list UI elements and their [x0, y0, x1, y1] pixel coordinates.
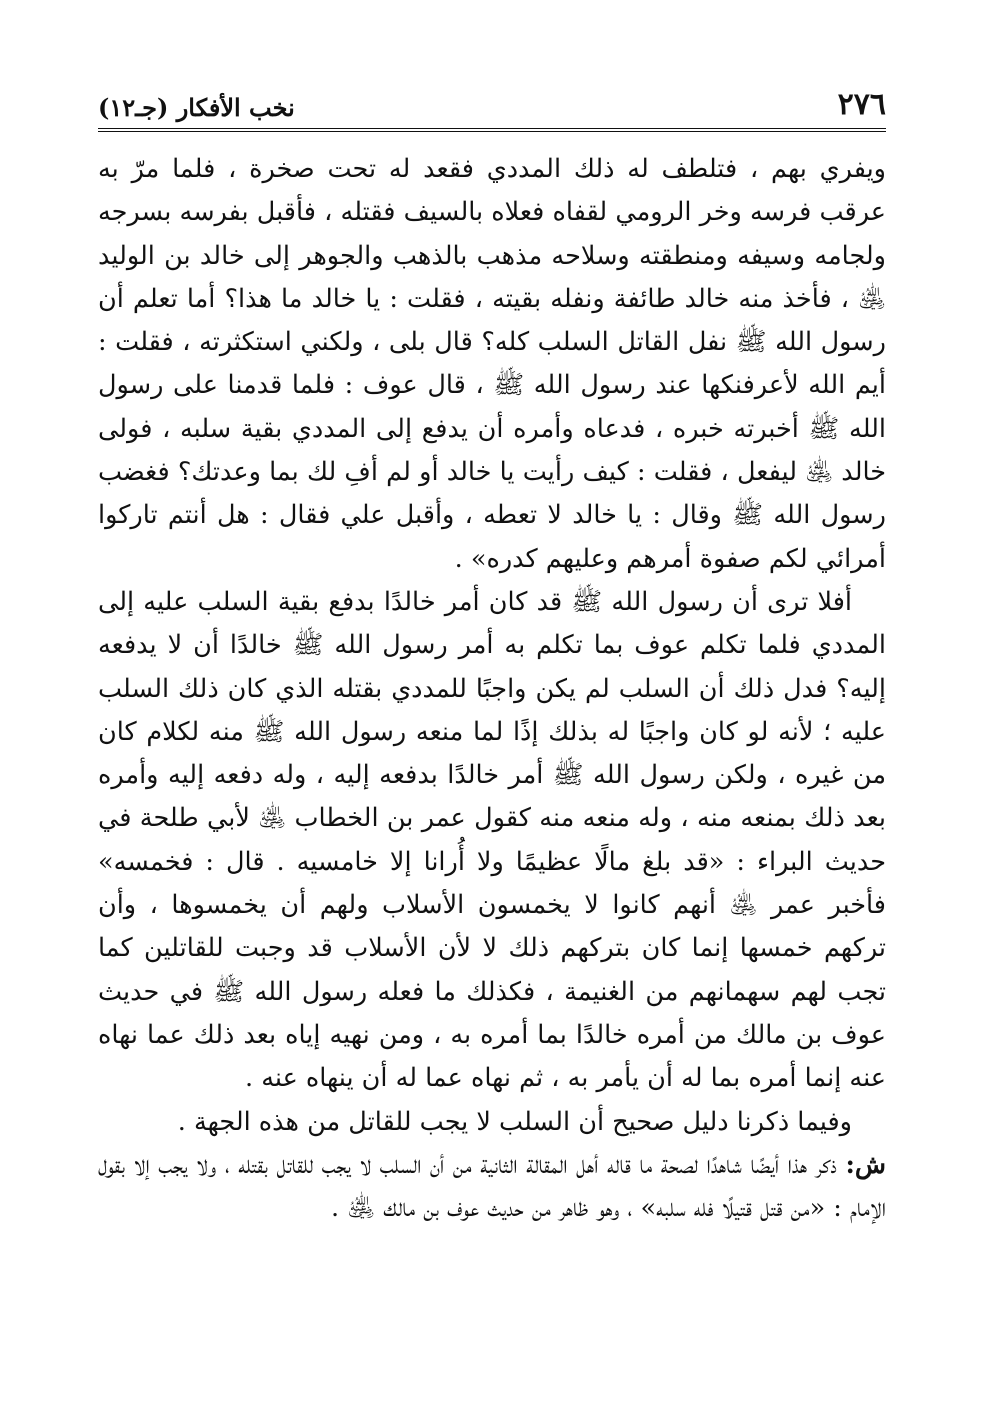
- paragraph-conclusion: وفيما ذكرنا دليل صحيح أن السلب لا يجب للقاتل من هذه الجهة .: [177, 1106, 852, 1137]
- running-header: [98, 87, 886, 132]
- sharh-marker: ش:: [845, 1149, 886, 1180]
- paragraph-commentary: أفلا ترى أن رسول الله ﷺ قد كان أمر خالدًا بدفع بقية السلب عليه إلى المددي فلما تكلم عوف بما تكلم به أمر رسول الله ﷺ خالدًا أن لا يدفعه إليه؟ فدل ذلك أن السلب لم يكن واجبًا للمددي بقتله الذي كان ذلك السلب عليه ؛ لأنه لو كان واجبًا له بذلك إذًا لما منعه رسول الله ﷺ منه لكلام كان من غيره ، ولكن رسول الله ﷺ أمر خالدًا بدفعه إليه ، وله دفعه إليه وأمره بعد ذلك بمنعه منه ، وله منعه منه كقول عمر بن الخطاب ﵁ لأبي طلحة في حديث البراء : «قد بلغ مالًا عظيمًا ولا أُرانا إلا خامسيه . قال : فخمسه» فأخبر عمر ﵁ أنهم كانوا لا يخمسون الأسلاب ولهم أن يخمسوها ، وأن تركهم خمسها إنما كان بتركهم ذلك لا لأن الأسلاب قد وجبت للقاتلين كما تجب لهم سهمانهم من الغنيمة ، فكذلك ما فعله رسول الله ﷺ في حديث عوف بن مالك من أمره خالدًا بما أمره به ، ومن نهيه إياه بعد ذلك عما نهاه عنه إنما أمره بما له أن يأمر به ، ثم نهاه عما له أن ينهاه عنه .: [98, 586, 886, 1094]
- book-title: نخب الأفكار (جـ١٢): [98, 93, 295, 122]
- paragraph-sharh: [98, 1144, 886, 1231]
- page-number: ٢٧٦: [837, 87, 886, 122]
- paragraph-hadith-continuation: ويفري بهم ، فتلطف له ذلك المددي فقعد له تحت صخرة ، فلما مرّ به عرقب فرسه وخر الرومي لقفاه فعلاه بالسيف فقتله ، فأقبل بفرسه بسرجه ولجامه وسيفه ومنطقته وسلاحه مذهب بالذهب والجوهر إلى خالد بن الوليد ﵁ ، فأخذ منه خالد طائفة ونفله بقيته ، فقلت : يا خالد ما هذا؟ أما تعلم أن رسول الله ﷺ نفل القاتل السلب كله؟ قال بلى ، ولكني استكثرته ، فقلت : أيم الله لأعرفنكها عند رسول الله ﷺ ، قال عوف : فلما قدمنا على رسول الله ﷺ أخبرته خبره ، فدعاه وأمره أن يدفع إلى المددي بقية سلبه ، فولى خالد ﵁ ليفعل ، فقلت : كيف رأيت يا خالد أو لم أفِ لك بما وعدتك؟ فغضب رسول الله ﷺ وقال : يا خالد لا تعطه ، وأقبل علي فقال : هل أنتم تاركوا أمرائي لكم صفوة أمرهم وعليهم كدره» .: [98, 154, 886, 574]
- sharh-text: ذكر هذا أيضًا شاهدًا لصحة ما قاله أهل المقالة الثانية من أن السلب لا يجب للقاتل بقتله ، ولا يجب إلا بقول الإمام : «من قتل قتيلًا فله سلبه» ، وهو ظاهر من حديث عوف بن مالك ﵁ .: [98, 1149, 886, 1224]
- body-text: [98, 148, 886, 1230]
